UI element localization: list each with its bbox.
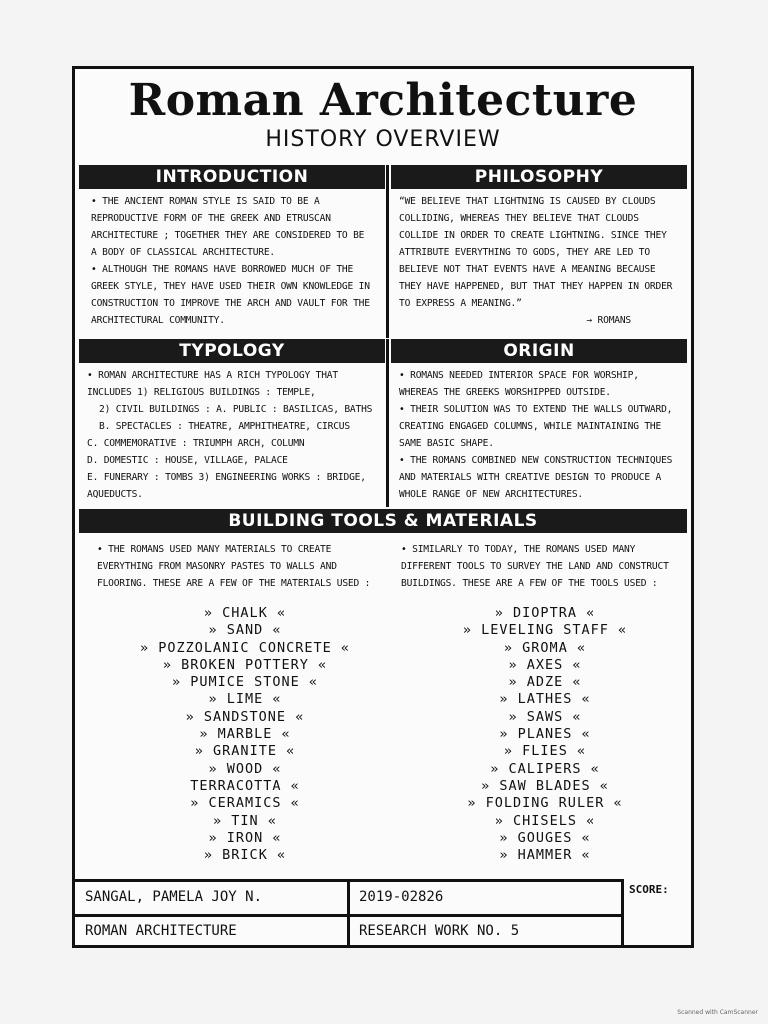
material-item: » CHALK « [203, 605, 287, 621]
tool-item: » AXES « [508, 656, 582, 673]
material-item: » CERAMICS « [190, 795, 300, 812]
material-item: » TIN « [213, 812, 277, 829]
scanner-watermark: Scanned with CamScanner [677, 1009, 758, 1016]
tool-item: » CALIPERS « [490, 760, 600, 777]
material-item: » WOOD « [208, 760, 282, 777]
material-item: » BROKEN POTTERY « [162, 656, 328, 673]
footer-divider [347, 879, 350, 945]
tool-item: » SAWS « [508, 708, 582, 725]
tool-item: » LEVELING STAFF « [462, 622, 628, 639]
tools-intro: • SIMILARLY TO TODAY, THE ROMANS USED MANY DIFFERENT TOOLS TO SURVEY THE LAND AND CONSTRUCT BUILDINGS. THESE ARE A FEW OF THE TOOLS USED : [401, 544, 669, 589]
material-item: » MARBLE « [199, 726, 291, 743]
page-title: Roman Architecture [128, 75, 638, 126]
tool-item: » FOLDING RULER « [467, 795, 623, 812]
subject-name: ROMAN ARCHITECTURE [85, 923, 237, 939]
tool-item: » LATHES « [499, 691, 591, 708]
introduction-paragraph-2: • ALTHOUGH THE ROMANS HAVE BORROWED MUCH OF THE GREEK STYLE, THEY HAVE USED THEIR OWN KNOWLEDGE IN CONSTRUCTION TO IMPROVE THE ARCH AND VAULT FOR THE ARCHITECTURAL COMMUNITY. [91, 264, 370, 326]
column-divider-top [386, 165, 389, 338]
philosophy-quote: “WE BELIEVE THAT LIGHTNING IS CAUSED BY CLOUDS COLLIDING, WHEREAS THEY BELIEVE THAT CLOUDS COLLIDE IN ORDER TO CREATE LIGHTNING. SINCE THEY ATTRIBUTE EVERYTHING TO GODS, THEY ARE LED TO BELIEVE NOT THAT EVENTS HAVE A MEANING BECAUSE THEY HAVE HAPPENED, BUT THAT THEY HAPPEN IN ORDER TO EXPRESS A MEANING.” [399, 196, 673, 309]
origin-paragraph-3: • THE ROMANS COMBINED NEW CONSTRUCTION TECHNIQUES AND MATERIALS WITH CREATIVE DESIGN TO PRODUCE A WHOLE RANGE OF NEW ARCHITECTURES. [399, 455, 673, 500]
material-item: » SANDSTONE « [185, 708, 305, 725]
tool-item: » FLIES « [503, 743, 587, 760]
student-id: 2019-02826 [359, 889, 444, 905]
introduction-paragraph-1: • THE ANCIENT ROMAN STYLE IS SAID TO BE A REPRODUCTIVE FORM OF THE GREEK AND ETRUSCAN ARCHITECTURE ; TOGETHER THEY ARE CONSIDERED TO BE A BODY OF CLASSICAL ARCHITECTURE. [91, 196, 365, 258]
material-item: » GRANITE « [194, 743, 296, 760]
score-divider [621, 879, 624, 945]
tool-item: » PLANES « [499, 726, 591, 743]
philosophy-attribution: → ROMANS [586, 315, 631, 326]
tool-item: » GROMA « [503, 639, 587, 656]
introduction-heading: INTRODUCTION [79, 165, 385, 189]
material-item: » LIME « [208, 691, 282, 708]
tool-item: » HAMMER « [499, 847, 591, 864]
material-item: TERRACOTTA « [190, 777, 300, 794]
tools-materials-heading: BUILDING TOOLS & MATERIALS [79, 509, 687, 533]
tool-item: » GOUGES « [499, 829, 591, 846]
page-subtitle: HISTORY OVERVIEW [265, 127, 501, 152]
tool-item: » ADZE « [508, 674, 582, 691]
tool-item: » SAW BLADES « [481, 777, 609, 794]
materials-list [105, 605, 385, 864]
typology-line: D. DOMESTIC : HOUSE, VILLAGE, PALACE [87, 455, 288, 466]
typology-line: AQUEDUCTS. [87, 489, 143, 500]
origin-heading: ORIGIN [391, 339, 687, 363]
typology-heading: TYPOLOGY [79, 339, 385, 363]
material-item: » PUMICE STONE « [171, 674, 319, 691]
typology-line: E. FUNERARY : TOMBS 3) ENGINEERING WORKS : BRIDGE, [87, 472, 366, 483]
typology-line: 2) CIVIL BUILDINGS : A. PUBLIC : BASILICAS, BATHS [99, 404, 373, 415]
student-name: SANGAL, PAMELA JOY N. [85, 889, 263, 905]
origin-paragraph-1: • ROMANS NEEDED INTERIOR SPACE FOR WORSHIP, WHEREAS THE GREEKS WORSHIPPED OUTSIDE. [399, 370, 639, 398]
typology-line: C. COMMEMORATIVE : TRIUMPH ARCH, COLUMN [87, 438, 305, 449]
material-item: » SAND « [208, 622, 282, 639]
typology-line: B. SPECTACLES : THEATRE, AMPHITHEATRE, CIRCUS [99, 421, 350, 432]
materials-intro: • THE ROMANS USED MANY MATERIALS TO CREATE EVERYTHING FROM MASONRY PASTES TO WALLS AND FLOORING. THESE ARE A FEW OF THE MATERIALS USED : [97, 544, 371, 589]
origin-paragraph-2: • THEIR SOLUTION WAS TO EXTEND THE WALLS OUTWARD, CREATING ENGAGED COLUMNS, WHILE MAINTAINING THE SAME BASIC SHAPE. [399, 404, 673, 449]
material-item: » POZZOLANIC CONCRETE « [140, 639, 350, 656]
philosophy-heading: PHILOSOPHY [391, 165, 687, 189]
tools-list [395, 605, 695, 864]
typology-text [87, 367, 379, 503]
score-label: SCORE: [629, 883, 669, 896]
research-work-label: RESEARCH WORK NO. 5 [359, 923, 520, 939]
tool-item: » DIOPTRA « [494, 605, 596, 621]
philosophy-text [399, 193, 681, 329]
document-sheet [72, 66, 694, 948]
tool-item: » CHISELS « [494, 812, 596, 829]
typology-line: • ROMAN ARCHITECTURE HAS A RICH TYPOLOGY THAT [87, 370, 338, 381]
origin-text [399, 367, 681, 503]
material-item: » BRICK « [203, 847, 287, 864]
typology-line: INCLUDES 1) RELIGIOUS BUILDINGS : TEMPLE, [87, 387, 316, 398]
material-item: » IRON « [208, 829, 282, 846]
introduction-text [91, 193, 375, 329]
column-divider-middle [386, 339, 389, 507]
